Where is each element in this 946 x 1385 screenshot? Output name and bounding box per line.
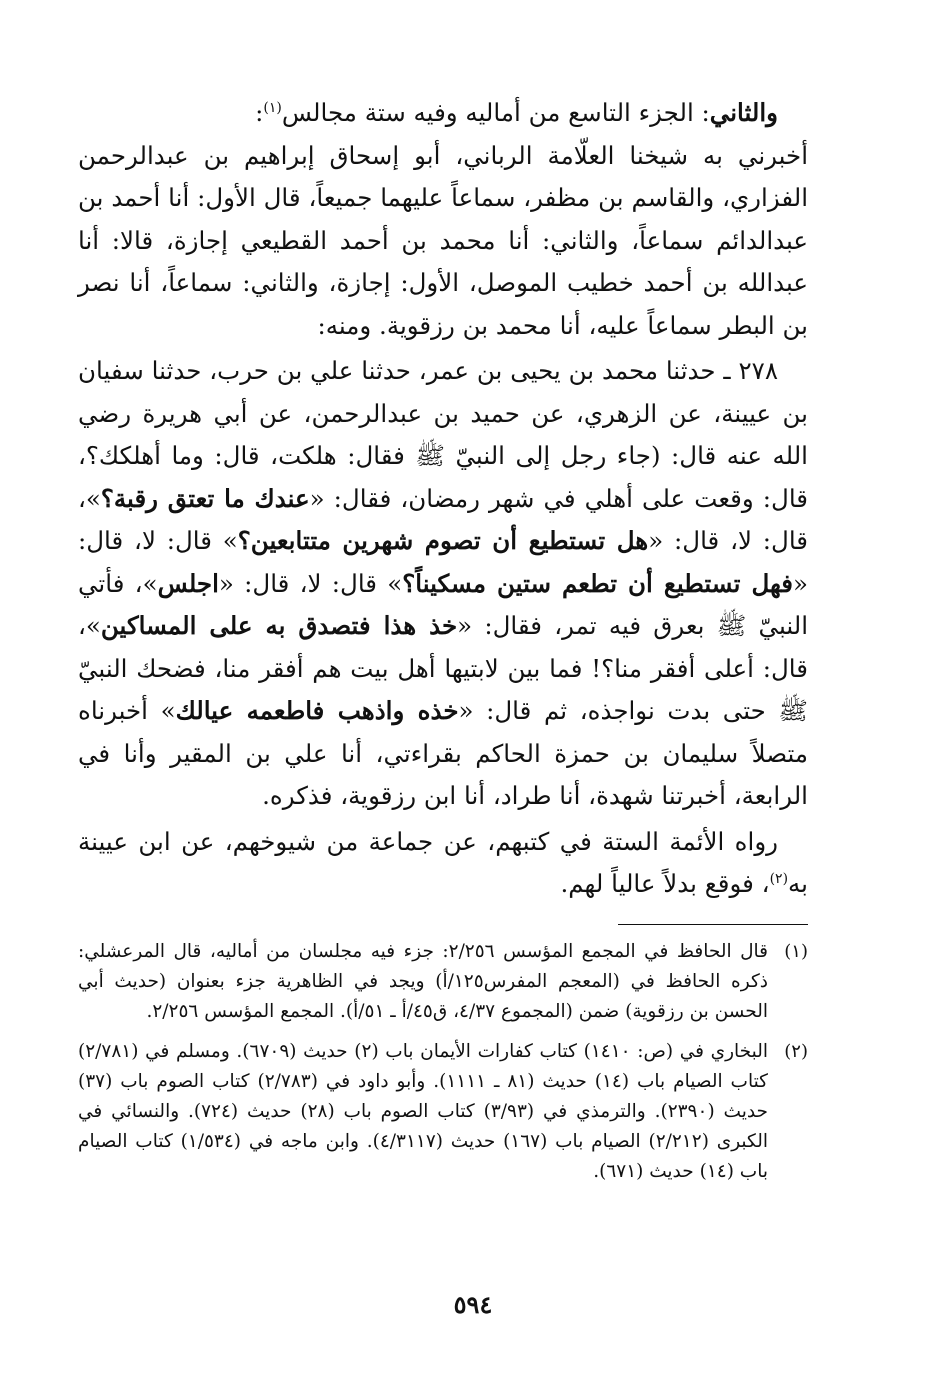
footnote-divider bbox=[618, 924, 808, 925]
isnad-paragraph: أخبرني به شيخنا العلّامة الرباني، أبو إسحاق إبراهيم بن عبدالرحمن الفزاري، والقاسم بن مظفر، سماعاً عليهما جميعاً، قال الأول: أنا أحمد بن عبدالدائم سماعاً، والثاني: أنا محمد بن أحمد القطيعي إجازة، قالا: أنا عبدالله بن أحمد خطيب الموصل، الأول: إجازة، والثاني: سماعاً، أنا نصر بن البطر سماعاً عليه، أنا محمد بن رزقوية. ومنه: bbox=[78, 140, 808, 340]
hadith-text-3: » قال: لا، قال: « bbox=[78, 526, 808, 598]
footnote-number: (٢) bbox=[784, 1040, 808, 1062]
footnote-1 bbox=[78, 937, 808, 1027]
heading-bold: والثاني bbox=[709, 98, 778, 127]
riwaya-text: رواه الأئمة الستة في كتبهم، عن جماعة من شيوخهم، عن ابن عيينة به bbox=[78, 826, 808, 898]
hadith-quote-4: اجلس bbox=[157, 568, 219, 598]
hadith-text-6: »، قال: أعلى أفقر منا؟! فما بين لابتيها أهل بيت هم أفقر منا، فضحك النبيّ ﷺ حتى بدت نواجذه، ثم قال: « bbox=[78, 611, 808, 725]
hadith-paragraph bbox=[78, 350, 808, 818]
hadith-text-1: ٢٧٨ ـ حدثنا محمد بن يحيى بن عمر، حدثنا علي بن حرب، حدثنا سفيان بن عيينة، عن الزهري، عن حميد بن عبدالرحمن، عن أبي هريرة رضي الله عنه قال: (جاء رجل إلى النبيّ ﷺ فقال: هلكت، قال: وما أهلكك؟، قال: وقعت على أهلي في شهر رمضان، فقال: « bbox=[78, 356, 809, 513]
heading-text: : الجزء التاسع من أماليه وفيه ستة مجالس bbox=[281, 98, 710, 127]
section-heading bbox=[78, 92, 808, 135]
hadith-text-2: »، قال: لا، قال: « bbox=[78, 483, 809, 555]
footnote-text: قال الحافظ في المجمع المؤسس ٢/٢٥٦: جزء فيه مجلسان من أماليه، قال المرعشلي: ذكره الحافظ في (المعجم المفرس١٢٥/أ) ويجد في الظاهرية جزء بعنوان (حديث أبي الحسن بن رزقوية) ضمن (المجموع ٤/٣٧، ق٤٥/أ ـ ٥١/أ). المجمع المؤسس ٢/٢٥٦. bbox=[78, 940, 768, 1022]
hadith-text-4: » قال: لا، قال: « bbox=[218, 568, 403, 598]
page-number: ٥٩٤ bbox=[453, 1290, 493, 1319]
footnote-text: البخاري في (ص: ١٤١٠) كتاب كفارات الأيمان باب (٢) حديث (٦٧٠٩). ومسلم في (٢/٧٨١) كتاب الصيام باب (١٤) حديث (٨١ ـ ١١١١). وأبو داود في (٢/٧٨٣) كتاب الصوم باب (٣٧) حديث (٢٣٩٠). والترمذي في (٣/٩٣) كتاب الصوم باب (٢٨) حديث (٧٢٤). والنسائي في الكبرى (٢/٢١٢) الصيام باب (١٦٧) حديث (٤/٣١١٧). وابن ماجه في (١/٥٣٤) كتاب الصيام باب (١٤) حديث (٦٧١). bbox=[78, 1040, 768, 1182]
hadith-text-5: »، فأتي النبيّ ﷺ بعرق فيه تمر، فقال: « bbox=[78, 568, 809, 640]
footnote-ref-1: (١) bbox=[263, 99, 282, 116]
heading-colon: : bbox=[255, 98, 264, 127]
hadith-quote-3: فهل تستطيع أن تطعم ستين مسكيناً؟ bbox=[402, 568, 793, 598]
hadith-quote-5: خذ هذا فتصدق به على المساكين bbox=[100, 611, 458, 640]
riwaya-paragraph bbox=[78, 821, 808, 906]
footnote-2 bbox=[78, 1037, 808, 1187]
main-text bbox=[78, 92, 808, 906]
hadith-text-7: » أخبرناه متصلاً سليمان بن حمزة الحاكم بقراءتي، أنا علي بن المقير وأنا في الرابعة، أخبرتنا شهدة، أنا طراد، أنا ابن رزقوية، فذكره. bbox=[78, 696, 808, 810]
footnotes bbox=[78, 937, 808, 1187]
hadith-quote-2: هل تستطيع أن تصوم شهرين متتابعين؟ bbox=[237, 526, 649, 555]
riwaya-end: ، فوقع بدلاً عالياً لهم. bbox=[560, 869, 770, 898]
hadith-quote-1: عندك ما تعتق رقبة؟ bbox=[100, 483, 310, 513]
footnote-number: (١) bbox=[784, 940, 808, 962]
hadith-quote-6: خذه واذهب فاطعمه عيالك bbox=[175, 696, 459, 725]
page-body bbox=[78, 92, 808, 1197]
footnote-ref-2: (٢) bbox=[769, 870, 789, 887]
